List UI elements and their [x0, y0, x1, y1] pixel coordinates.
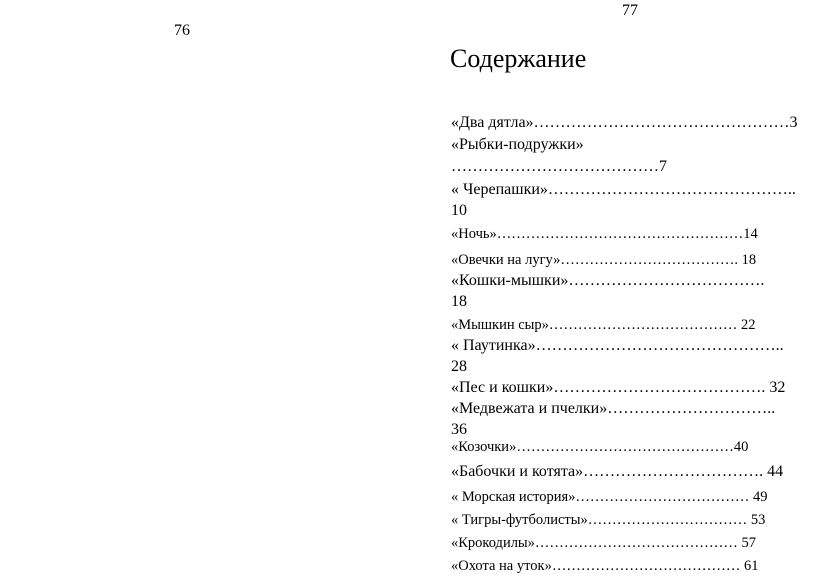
toc-entry: «Ночь»……………………………………………14 [451, 226, 758, 242]
toc-page: 18 [451, 293, 467, 310]
toc-entry: « Морская история»……………………………… 49 [451, 489, 768, 505]
toc-entry: «Рыбки-подружки» [451, 136, 584, 153]
toc-entry: «Кошки-мышки»………………………………. [451, 272, 765, 289]
toc-page: 28 [451, 358, 467, 375]
toc-entry: «Охота на уток»………………………………… 61 [451, 558, 759, 574]
toc-entry: «Два дятла»…………………………………………3 [451, 114, 798, 131]
toc-entry: «Мышкин сыр»………………………………… 22 [451, 317, 756, 333]
toc-entry: …………………………………7 [451, 158, 667, 175]
toc-entry: « Паутинка»……………………………………….. [451, 337, 784, 354]
toc-page: 36 [451, 421, 467, 438]
page-title: Содержание [450, 44, 587, 73]
page-number-right: 77 [622, 2, 638, 19]
toc-entry: « Черепашки»……………………………………….. [451, 181, 796, 198]
toc-entry: « Тигры-футболисты»…………………………… 53 [451, 512, 766, 528]
toc-entry: «Овечки на лугу»………………………………. 18 [451, 252, 757, 268]
toc-entry: «Бабочки и котята»……………………………. 44 [451, 463, 784, 480]
page-number-left: 76 [174, 22, 190, 39]
toc-entry: «Козочки»………………………………………40 [451, 439, 749, 455]
toc-entry: «Медвежата и пчелки»………………………….. [451, 400, 776, 417]
toc-entry: «Крокодилы»…………………………………… 57 [451, 535, 757, 551]
toc-page: 10 [451, 202, 467, 219]
toc-entry: «Пес и кошки»…………………………………. 32 [451, 379, 786, 396]
